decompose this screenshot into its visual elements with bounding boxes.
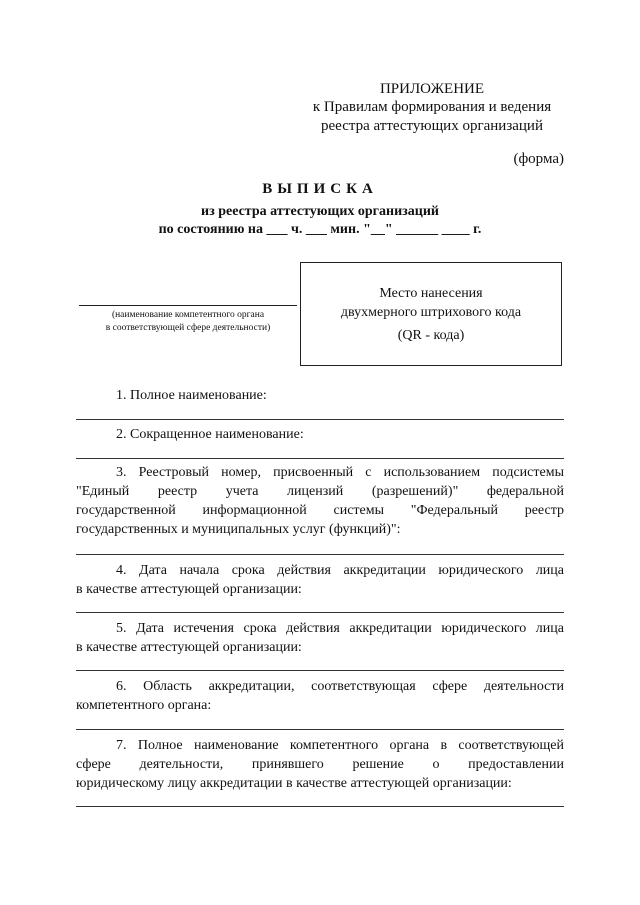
item-7-line-2: сфере деятельности, принявшего решение о предоставлении <box>76 757 564 772</box>
item-7-line-3: юридическому лицу аккредитации в качестве аттестующей организации: <box>76 776 512 791</box>
authority-caption-line-2: в соответствующей сфере деятельности) <box>105 323 271 333</box>
item-5-line-1: 5. Дата истечения срока действия аккредитации юридического лица <box>116 621 564 636</box>
qr-box-line-1: Место нанесения <box>379 286 483 301</box>
item-3-line-3: государственной информационной системы "Федеральный реестр <box>76 503 564 518</box>
item-4 <box>76 561 564 599</box>
form-label: (форма) <box>513 151 564 167</box>
item-3-line-1: 3. Реестровый номер, присвоенный с использованием подсистемы <box>116 465 564 480</box>
document-title: ВЫПИСКА <box>262 181 378 197</box>
appendix-title: ПРИЛОЖЕНИЕ <box>379 81 485 97</box>
item-2-answer-line <box>76 458 564 459</box>
document-subtitle: из реестра аттестующих организаций <box>201 204 439 219</box>
appendix-line-2: реестра аттестующих организаций <box>321 118 543 134</box>
item-4-answer-line <box>76 612 564 613</box>
item-4-line-2: в качестве аттестующей организации: <box>76 582 302 597</box>
item-2 <box>76 425 564 444</box>
authority-caption-line-1: (наименование компетентного органа <box>111 310 265 320</box>
as-of-date-line: по состоянию на ___ ч. ___ мин. "__" ______ ____ г. <box>158 222 482 237</box>
item-3 <box>76 463 564 539</box>
appendix-line-1: к Правилам формирования и ведения <box>312 99 552 115</box>
item-3-line-2: "Единый реестр учета лицензий (разрешений)" федеральной <box>76 484 564 499</box>
item-6-line-1: 6. Область аккредитации, соответствующая сфере деятельности <box>116 679 564 694</box>
item-7 <box>76 736 564 793</box>
item-7-answer-line <box>76 806 564 807</box>
item-5-answer-line <box>76 670 564 671</box>
item-3-answer-line <box>76 554 564 555</box>
qr-box-line-2: двухмерного штрихового кода <box>340 305 522 320</box>
item-3-line-4: государственных и муниципальных услуг (функций)": <box>76 522 401 537</box>
item-5 <box>76 619 564 657</box>
item-5-line-2: в качестве аттестующей организации: <box>76 640 302 655</box>
item-4-line-1: 4. Дата начала срока действия аккредитации юридического лица <box>116 563 564 578</box>
item-1-text: 1. Полное наименование: <box>116 388 267 403</box>
item-2-text: 2. Сокращенное наименование: <box>116 427 304 442</box>
authority-caption <box>79 309 297 335</box>
item-7-line-1: 7. Полное наименование компетентного органа в соответствующей <box>116 738 564 753</box>
item-6-answer-line <box>76 729 564 730</box>
item-6-line-2: компетентного органа: <box>76 698 212 713</box>
qr-box-line-3: (QR - кода) <box>397 328 465 343</box>
item-6 <box>76 677 564 715</box>
authority-name-line <box>79 305 297 306</box>
item-1 <box>76 386 564 405</box>
item-1-answer-line <box>76 419 564 420</box>
qr-code-placeholder-box <box>300 262 562 366</box>
